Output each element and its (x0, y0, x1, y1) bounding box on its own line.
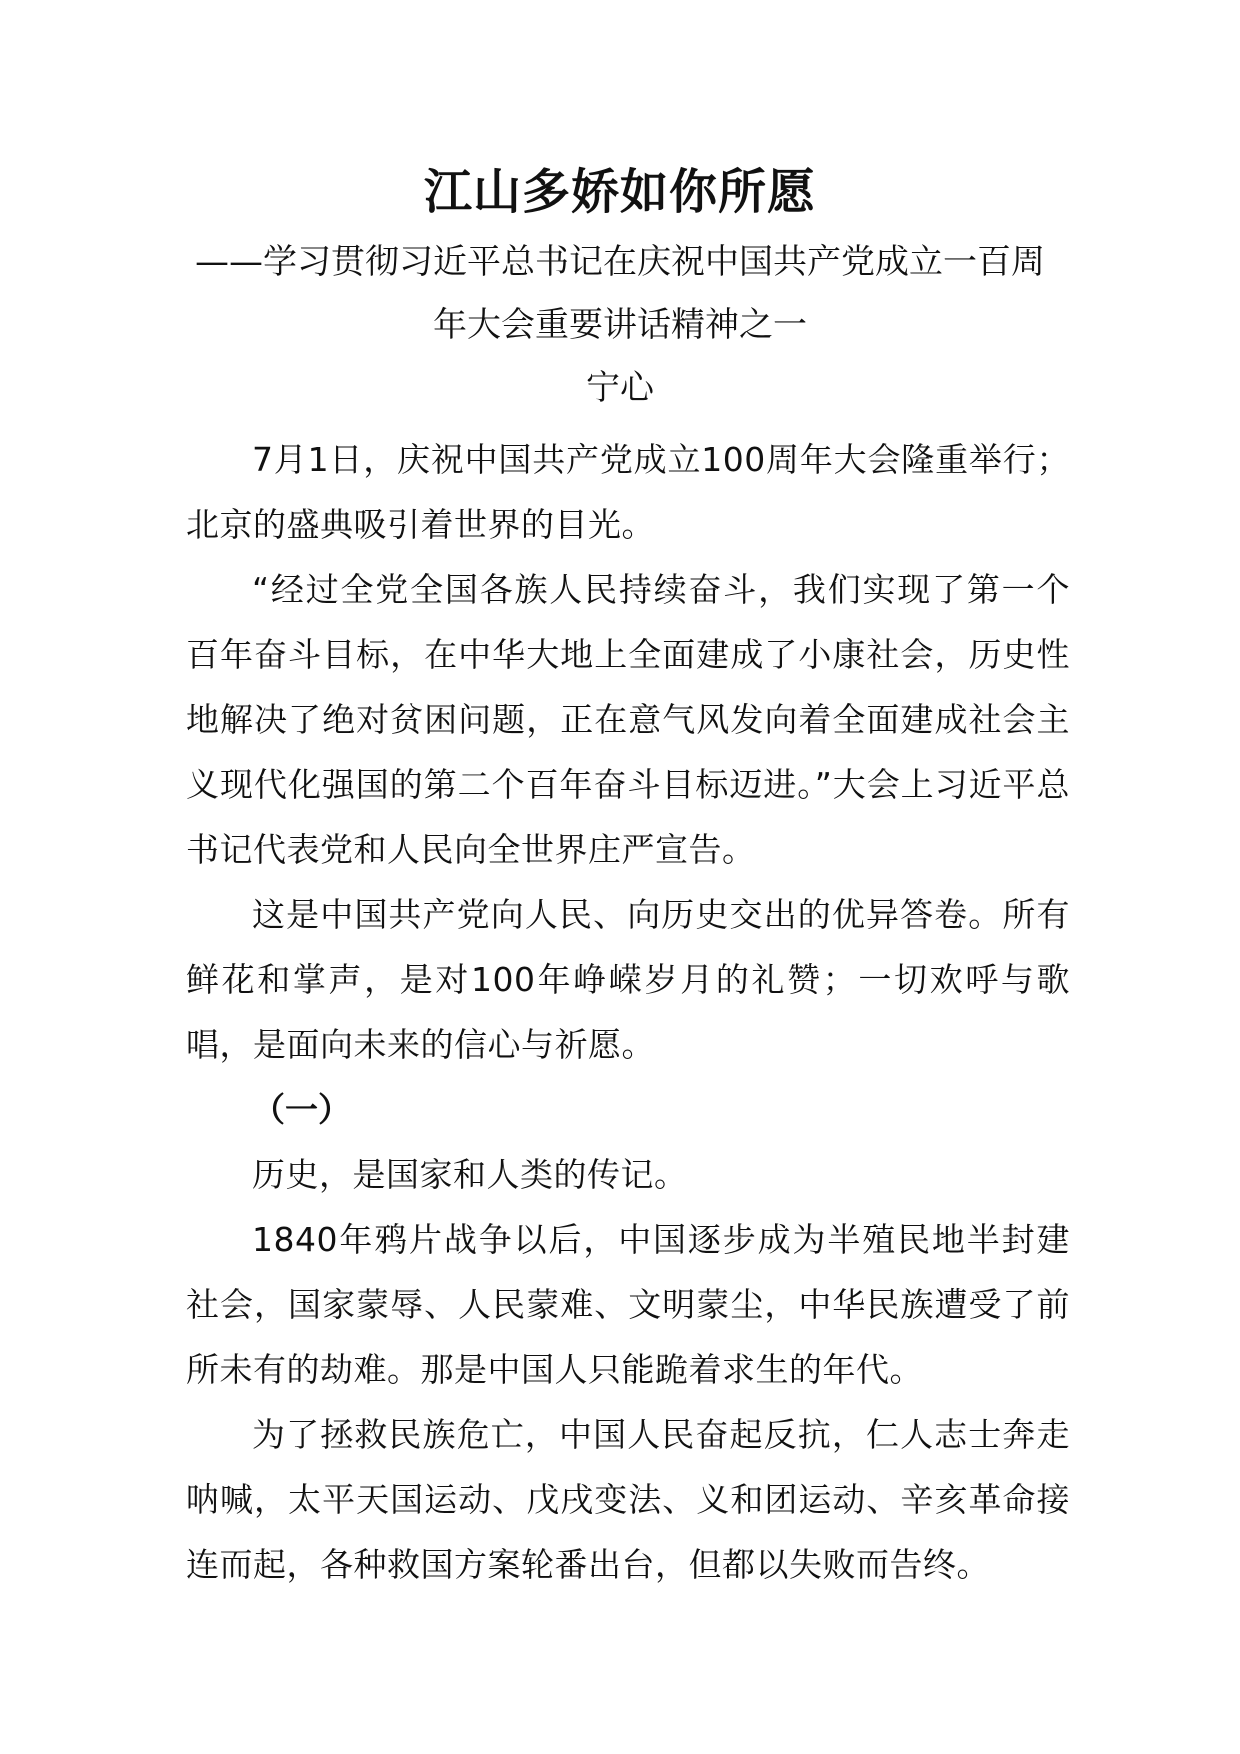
paragraph-6: 为了拯救民族危亡，中国人民奋起反抗，仁人志士奔走呐喊，太平天国运动、戊戌变法、义和团运动、辛亥革命接连而起，各种救国方案轮番出台，但都以失败而告终。 (186, 1415, 1070, 1584)
section-heading-1: （一） (252, 1090, 351, 1129)
document-subtitle-line-1: ——学习贯彻习近平总书记在庆祝中国共产党成立一百周 (195, 242, 1045, 282)
paragraph-3: 这是中国共产党向人民、向历史交出的优异答卷。所有鲜花和掌声，是对100年峥嵘岁月的礼赞；一切欢呼与歌唱，是面向未来的信心与祈愿。 (186, 895, 1070, 1064)
author-name: 宁心 (586, 368, 654, 408)
document-subtitle-line-2: 年大会重要讲话精神之一 (433, 305, 807, 345)
paragraph-2: “经过全党全国各族人民持续奋斗，我们实现了第一个百年奋斗目标，在中华大地上全面建成了小康社会，历史性地解决了绝对贫困问题，正在意气风发向着全面建成社会主义现代化强国的第二个百年奋斗目标迈进。”大会上习近平总书记代表党和人民向全世界庄严宣告。 (186, 570, 1070, 869)
document-title: 江山多娇如你所愿 (423, 164, 816, 220)
document-body (186, 427, 1070, 1597)
paragraph-5: 1840年鸦片战争以后，中国逐步成为半殖民地半封建社会，国家蒙辱、人民蒙难、文明蒙尘，中华民族遭受了前所未有的劫难。那是中国人只能跪着求生的年代。 (186, 1220, 1070, 1389)
paragraph-1: 7月1日，庆祝中国共产党成立100周年大会隆重举行；北京的盛典吸引着世界的目光。 (186, 440, 1070, 544)
paragraph-4: 历史，是国家和人类的传记。 (252, 1155, 688, 1194)
